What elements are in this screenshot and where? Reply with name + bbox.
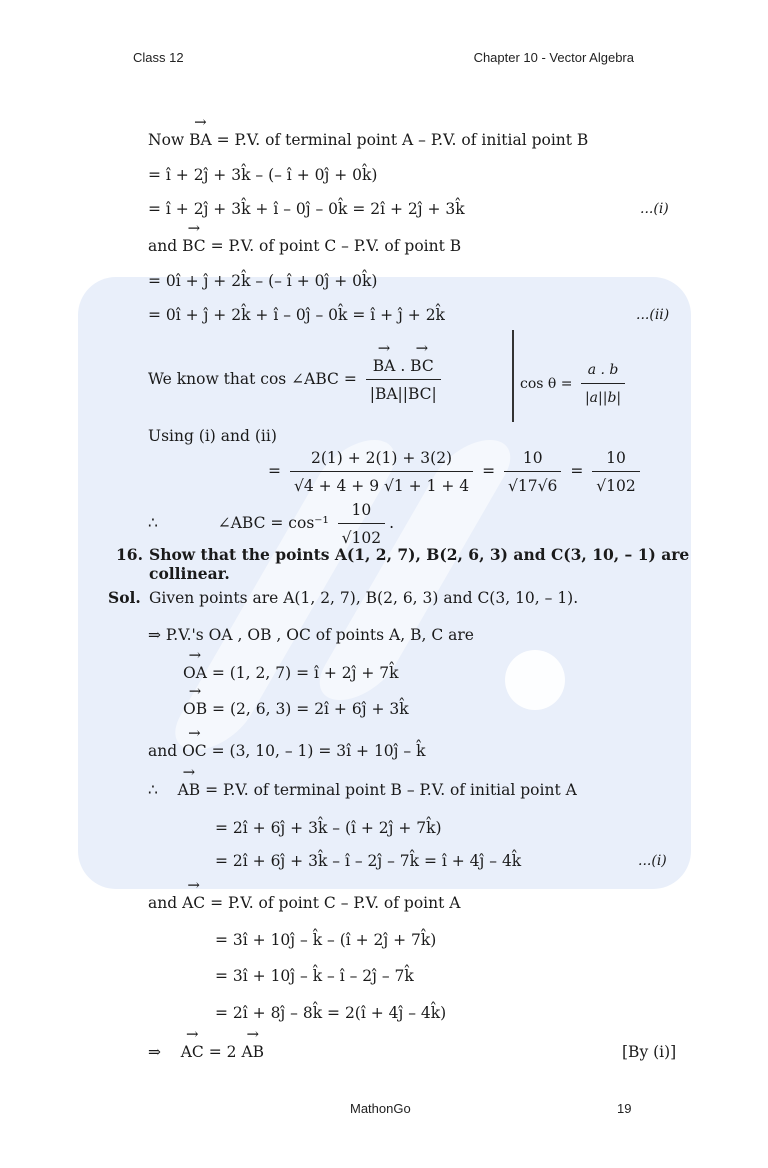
ac-definition: and → AC = P.V. of point C – P.V. of point A [148, 893, 460, 913]
equation-line: = 2î + 8ĵ – 8k̂ = 2(î + 4ĵ – 4k̂) [215, 1004, 447, 1022]
side-note-formula: cos θ = $\frac{a . b}{|a||b|}$ [520, 360, 629, 408]
bc-definition: and → BC = P.V. of point C – P.V. of point B [148, 236, 461, 256]
equation-line: = 3î + 10ĵ – k̂ – î – 2ĵ – 7k̂ [215, 967, 414, 985]
ba-definition: Now → BA = P.V. of terminal point A – P.V. of initial point B [148, 130, 588, 150]
equation-line: = 2î + 6ĵ + 3k̂ – (î + 2ĵ + 7k̂) [215, 819, 442, 837]
ob-line: → OB = (2, 6, 3) = 2î + 6ĵ + 3k̂ [183, 699, 409, 719]
pv-line: ⇒ P.V.'s OA , OB , OC of points A, B, C are [148, 626, 474, 644]
equation-tag: ...(i) [640, 201, 669, 217]
footer-brand: MathonGo [350, 1101, 411, 1116]
given-text: Given points are A(1, 2, 7), B(2, 6, 3) and C(3, 10, – 1). [149, 589, 579, 607]
question-text: collinear. [149, 564, 230, 583]
fraction: $\frac{a . b}{|a||b|}$ [581, 360, 625, 408]
cos-formula: We know that cos ∠ABC = → $\frac{BA . \to BC}{|BA||BC|}$ [148, 356, 445, 404]
oc-line: and → OC = (3, 10, – 1) = 3î + 10ĵ – k̂ [148, 741, 425, 761]
page-number: 19 [617, 1101, 632, 1116]
equation-line: = 0î + ĵ + 2k̂ – (– î + 0ĵ + 0k̂) [148, 272, 378, 290]
calculation: = $\frac{2(1) + 2(1) + 3(2)}{√4 + 4 + 9 √1 + 1 + 4}$ = $\frac{10}{√17√6}$ = $\frac{10}{√102}$ [268, 448, 644, 496]
fraction: → $\frac{BA . \to BC}{|BA||BC|}$ [366, 356, 441, 404]
header-chapter: Chapter 10 - Vector Algebra [473, 50, 634, 65]
question-number: 16. [116, 545, 143, 564]
equation-tag: ...(i) [638, 853, 667, 869]
solution-label: Sol. [108, 588, 141, 607]
vector-bc: → BC [182, 236, 206, 256]
equation-line: = 0î + ĵ + 2k̂ + î – 0ĵ – 0k̂ = î + ĵ + 2k̂ [148, 306, 445, 324]
using-text: Using (i) and (ii) [148, 427, 277, 445]
watermark-logo-dot [505, 650, 565, 710]
header-class: Class 12 [133, 50, 184, 65]
oa-line: → OA = (1, 2, 7) = î + 2ĵ + 7k̂ [183, 663, 399, 683]
equation-tag: [By (i)] [622, 1043, 677, 1061]
question-text: Show that the points A(1, 2, 7), B(2, 6, 3) and C(3, 10, – 1) are [149, 545, 690, 564]
ab-definition: ∴ → AB = P.V. of terminal point B – P.V. of initial point A [148, 780, 577, 800]
equation-line: = 3î + 10ĵ – k̂ – (î + 2ĵ + 7k̂) [215, 931, 437, 949]
equation-line: = 2î + 6ĵ + 3k̂ – î – 2ĵ – 7k̂ = î + 4ĵ – 4k̂ [215, 852, 522, 870]
side-note-divider [512, 330, 514, 422]
conclusion: ⇒ → AC = 2 → AB [148, 1042, 264, 1062]
equation-tag: ...(ii) [636, 307, 670, 323]
equation-line: = î + 2ĵ + 3k̂ – (– î + 0ĵ + 0k̂) [148, 166, 378, 184]
vector-ba: → BA [189, 130, 212, 150]
angle-result: ∴ ∠ABC = cos⁻¹ $\frac{10}{√102}$ . [148, 501, 395, 547]
equation-line: = î + 2ĵ + 3k̂ + î – 0ĵ – 0k̂ = 2î + 2ĵ + 3k̂ [148, 200, 465, 218]
